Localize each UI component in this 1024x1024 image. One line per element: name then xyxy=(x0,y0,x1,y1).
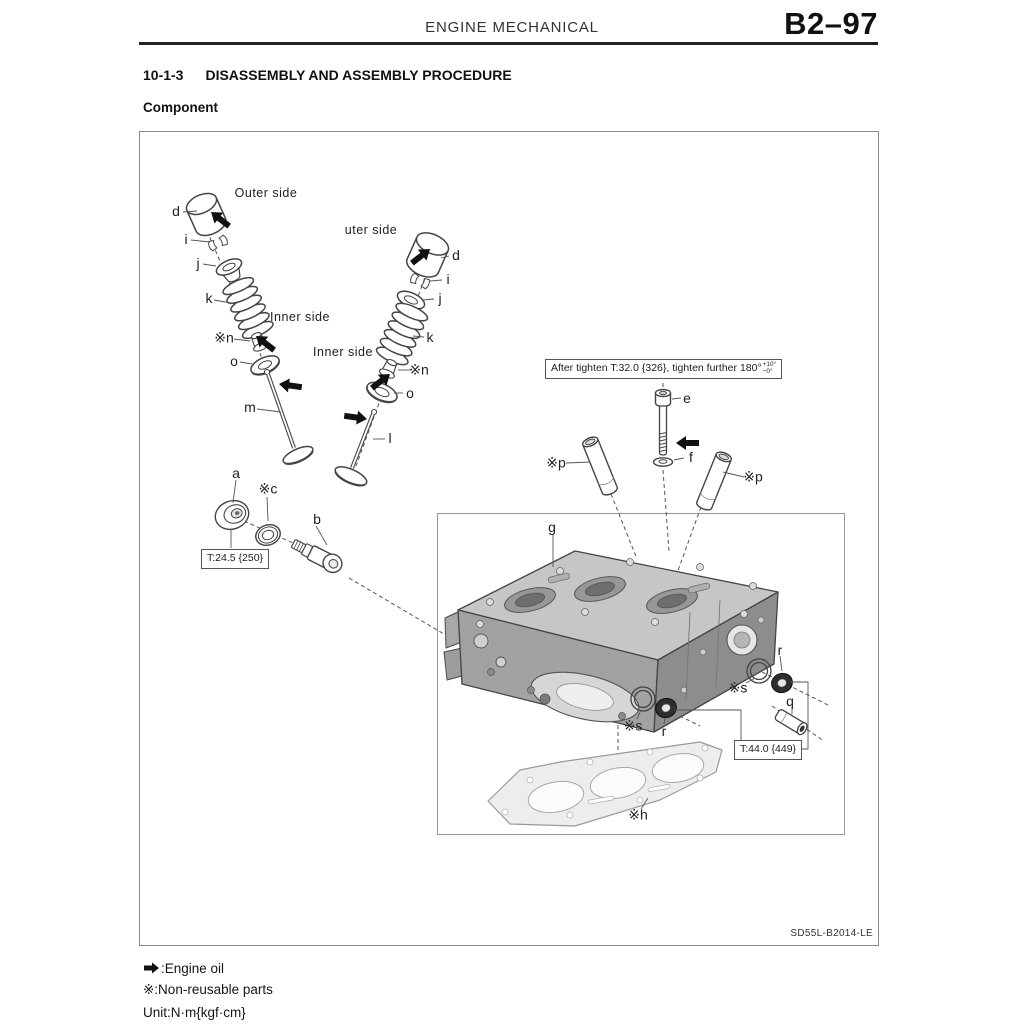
part-label-a: a xyxy=(232,465,240,481)
component-label: Component xyxy=(143,100,218,115)
section-title: DISASSEMBLY AND ASSEMBLY PROCEDURE xyxy=(205,67,512,83)
figure-code: SD55L-B2014-LE xyxy=(790,928,873,939)
part-label-f: f xyxy=(689,449,693,465)
part-label-e: e xyxy=(683,390,691,406)
part-label-n-right: ※n xyxy=(409,361,429,378)
part-label-g: g xyxy=(548,519,556,535)
part-label-d-right: d xyxy=(452,247,460,263)
engine-oil-arrow-icon xyxy=(143,962,160,974)
legend-unit: Unit:N·m{kgf·cm} xyxy=(143,1004,246,1020)
part-label-p-right: ※p xyxy=(743,468,763,485)
oil-arrow-valve-l-icon xyxy=(343,409,368,426)
head-bolt-torque-tolerance: +10° −0° xyxy=(762,361,777,375)
part-label-n-left: ※n xyxy=(214,329,234,346)
part-label-s-right: ※s xyxy=(728,679,748,696)
part-label-b: b xyxy=(313,511,321,527)
part-label-h: ※h xyxy=(628,806,648,823)
leader-lines xyxy=(183,211,808,809)
legend xyxy=(143,957,273,1023)
valve-train-left xyxy=(183,189,315,468)
page-number: B2–97 xyxy=(784,6,878,41)
part-label-j-right: j xyxy=(438,290,442,306)
part-label-d-left: d xyxy=(172,203,180,219)
callout-stud-torque xyxy=(734,740,802,760)
part-label-p-left: ※p xyxy=(546,454,566,471)
head-bolt-torque-text: After tighten T:32.0 {326}, tighten further 180° xyxy=(551,362,762,375)
part-label-c: ※c xyxy=(258,480,278,497)
part-label-r-left: r xyxy=(661,723,667,739)
part-label-s-left: ※s xyxy=(623,717,643,734)
part-label-m: m xyxy=(244,399,256,415)
oil-arrow-valve-m-icon xyxy=(278,377,303,394)
running-title: ENGINE MECHANICAL xyxy=(425,19,599,36)
orientation-label-outer-right: uter side xyxy=(344,223,398,237)
callout-plug-torque xyxy=(201,549,269,569)
dowel-tubes-drawing xyxy=(581,435,732,512)
orientation-label-inner-right: Inner side xyxy=(313,345,373,359)
part-label-q: q xyxy=(786,693,794,709)
part-label-o-left: o xyxy=(230,353,238,369)
oil-arrow-bolt-icon xyxy=(676,436,699,450)
legend-engine-oil: :Engine oil xyxy=(143,957,273,979)
orientation-label-outer-left: Outer side xyxy=(234,186,298,200)
part-label-o-right: o xyxy=(406,385,414,401)
legend-non-reusable: ※:Non-reusable parts xyxy=(143,982,273,997)
valve-train-right xyxy=(332,228,451,489)
orientation-label-inner-left: Inner side xyxy=(270,310,330,324)
cylinder-head-drawing xyxy=(444,551,778,732)
callout-head-bolt-torque xyxy=(545,359,782,379)
part-label-l: l xyxy=(388,430,392,446)
part-label-k-right: k xyxy=(426,329,434,345)
part-label-r-right: r xyxy=(777,642,783,658)
part-label-i-left: i xyxy=(184,231,188,247)
part-label-j-left: j xyxy=(196,255,200,271)
part-label-k-left: k xyxy=(205,290,213,306)
plug-torque-text: T:24.5 {250} xyxy=(207,552,264,564)
head-gasket-drawing xyxy=(488,742,722,826)
head-bolt-drawing xyxy=(654,390,673,467)
stud-torque-text: T:44.0 {449} xyxy=(740,743,797,755)
section-number: 10-1-3 xyxy=(143,67,184,83)
part-label-i-right: i xyxy=(446,271,450,287)
